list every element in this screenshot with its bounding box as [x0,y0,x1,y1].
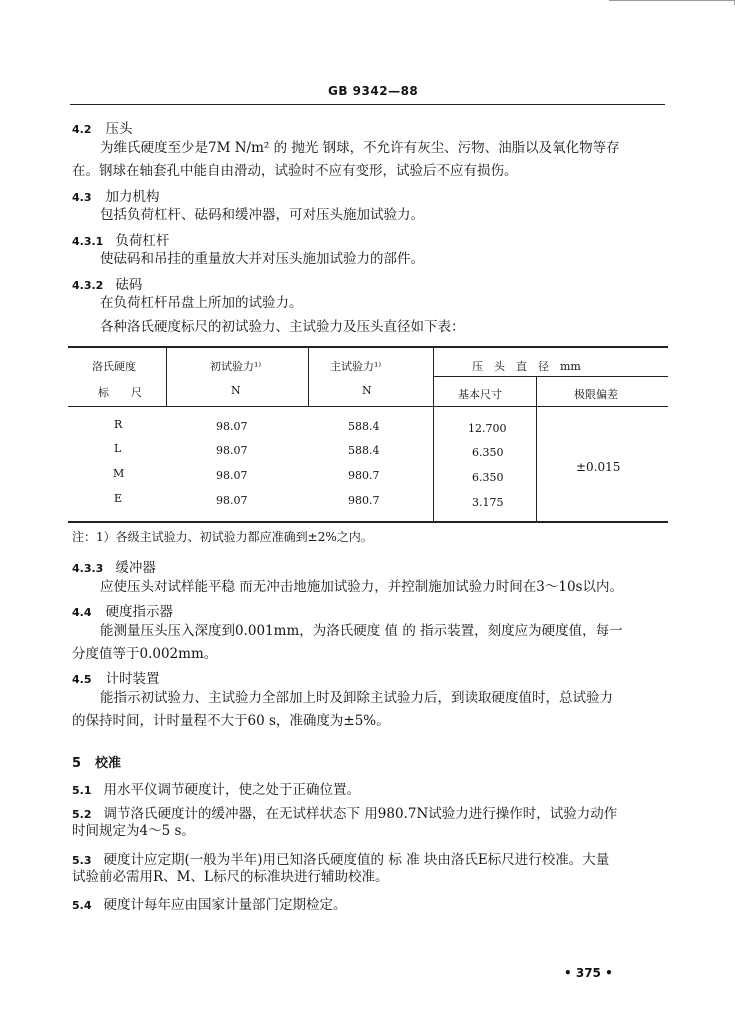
cell-scale: R [114,418,123,431]
section-number: 4.2 [72,123,92,136]
section-number: 4.3.2 [72,279,104,292]
cell-main-force: 980.7 [348,494,380,507]
section-4-3-2-line-1: 在负荷杠杆吊盘上所加的试验力。 [100,295,303,311]
table-top-rule [68,346,668,348]
table-row [68,418,668,438]
clause-text: 用水平仪调节硬度计，使之处于正确位置。 [103,782,360,798]
section-5-heading [72,752,121,771]
section-title: 校准 [95,756,122,771]
cell-initial-force: 98.07 [216,469,248,482]
clause-5-2 [72,802,617,822]
cell-scale: E [114,492,123,505]
section-title: 加力机构 [105,189,160,205]
table-footnote: 注：1）各级主试验力、初试验力都应准确到±2%之内。 [72,530,373,544]
header-main-force: 主试验力¹⁾ [330,360,382,373]
section-4-4-line-1: 能测量压头压入深度到0.001mm，为洛氏硬度 值 的 指示装置，刻度应为硬度值，每一 [100,623,623,639]
section-4-5-line-2: 的保持时间，计时量程不大于60 s，准确度为±5%。 [72,713,390,729]
header-scale-line-2: 标 尺 [98,386,142,399]
header-initial-force: 初试验力¹⁾ [210,360,262,373]
section-4-4-line-2: 分度值等于0.002mm。 [72,646,218,662]
section-4-3-2-heading [72,273,142,293]
section-4-2-line-1: 为维氏硬度至少是7M N/m² 的 抛光 钢球，不允许有灰尘、污物、油脂以及氧化物等存 [100,140,620,156]
table-row [68,492,668,512]
standard-code-header: GB 9342—88 [328,84,419,98]
cell-main-force: 980.7 [348,469,380,482]
cell-basic-size: 12.700 [468,422,507,435]
cell-basic-size: 6.350 [472,446,504,459]
header-initial-force-unit: N [231,384,241,397]
section-4-2-heading [72,117,133,137]
header-limit-deviation: 极限偏差 [574,388,618,401]
section-4-3-heading [72,185,160,205]
table-vline-2 [308,346,309,406]
section-4-5-heading [72,667,160,687]
table-bottom-rule [68,521,668,523]
cell-initial-force: 98.07 [216,494,248,507]
table-header-rule [68,406,668,407]
section-4-3-1-line: 使砝码和吊挂的重量放大并对压头施加试验力的部件。 [100,251,424,267]
section-number: 4.3.3 [72,562,104,575]
table-dia-subrule [433,376,668,377]
section-number: 4.5 [72,673,92,686]
clause-5-3-continuation: 试验前必需用R、M、L标尺的标准块进行辅助校准。 [72,869,389,885]
section-title: 负荷杠杆 [115,233,170,249]
section-title: 砝码 [115,277,143,293]
section-title: 计时装置 [105,671,160,687]
cell-initial-force: 98.07 [216,420,248,433]
clause-number: 5.1 [72,784,92,797]
header-main-force-unit: N [362,384,372,397]
clause-5-1 [72,778,360,798]
header-basic-size: 基本尺寸 [458,388,502,401]
clause-text: 调节洛氏硬度计的缓冲器，在无试样状态下 用980.7N试验力进行操作时，试验力动作 [103,806,618,822]
clause-text: 硬度计每年应由国家计量部门定期检定。 [103,897,347,913]
cell-scale: L [114,442,122,455]
hardness-table [68,346,668,522]
section-4-4-heading [72,600,173,620]
section-4-3-1-heading [72,229,169,249]
cell-limit-deviation: ±0.015 [576,460,621,474]
cell-basic-size: 6.350 [472,471,504,484]
header-rule [70,104,665,105]
clause-number: 5.3 [72,854,92,867]
section-4-5-line-1: 能指示初试验力、主试验力全部加上时及卸除主试验力后，到读取硬度值时，总试验力 [100,690,613,706]
cell-main-force: 588.4 [348,444,380,457]
clause-text: 硬度计应定期(一般为半年)用已知洛氏硬度值的 标 准 块由洛氏E标尺进行校准。大量 [103,852,610,868]
section-number: 4.3.1 [72,235,104,248]
clause-5-3 [72,848,609,868]
header-indenter-diameter: 压 头 直 径 mm [472,360,581,373]
cell-main-force: 588.4 [348,420,380,433]
clause-number: 5.2 [72,808,92,821]
section-title: 硬度指示器 [105,604,173,620]
section-4-3-3-line: 应使压头对试样能平稳 而无冲击地施加试验力，并控制施加试验力时间在3～10s以内。 [100,579,623,595]
section-4-2-line-2: 在。钢球在轴套孔中能自由滑动，试验时不应有变形，试验后不应有损伤。 [72,163,518,179]
cell-basic-size: 3.175 [472,496,504,509]
section-title: 压头 [105,121,133,137]
section-4-3-line: 包括负荷杠杆、砝码和缓冲器，可对压头施加试验力。 [100,207,424,223]
section-4-3-2-line-2: 各种洛氏硬度标尺的初试验力、主试验力及压头直径如下表： [100,319,465,335]
clause-5-4 [72,893,347,913]
section-number: 5 [72,756,82,771]
cell-initial-force: 98.07 [216,444,248,457]
page-corner-mark [609,0,735,5]
clause-5-2-continuation: 时间规定为4～5 s。 [72,823,195,839]
page-number: • 375 • [564,966,613,980]
section-number: 4.3 [72,191,92,204]
table-vline-1 [166,346,167,406]
clause-number: 5.4 [72,899,92,912]
table-row [68,442,668,462]
section-title: 缓冲器 [115,560,156,576]
cell-scale: M [113,467,125,480]
section-4-3-3-heading [72,556,156,576]
header-scale-line-1: 洛氏硬度 [92,360,136,373]
section-number: 4.4 [72,606,92,619]
